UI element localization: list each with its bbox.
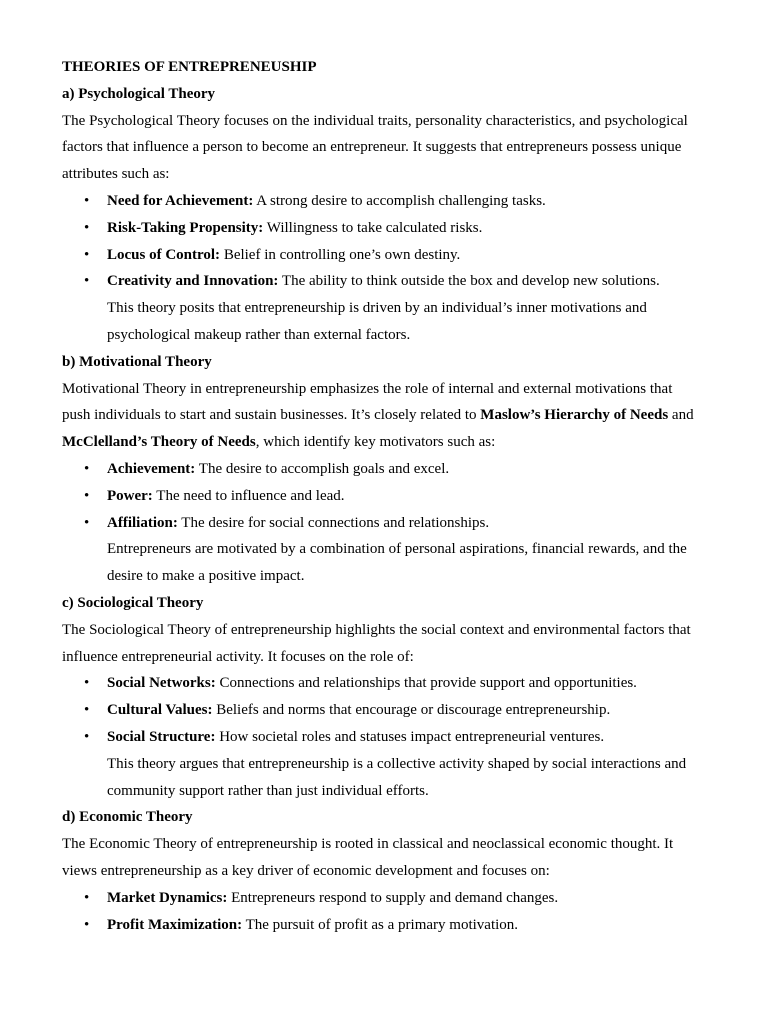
list-item: • Social Structure: How societal roles and statuses impact entrepreneurial ventures. — [62, 724, 706, 751]
list-item: • Creativity and Innovation: The ability to think outside the box and develop new solutions. — [62, 268, 706, 295]
paragraph-line: attributes such as: — [62, 166, 170, 183]
list-item: • Market Dynamics: Entrepreneurs respond to supply and demand changes. — [62, 885, 706, 912]
paragraph-line: McClelland’s Theory of Needs, which identify key motivators such as: — [62, 434, 496, 451]
bullet-icon: • — [84, 916, 90, 933]
bullet-icon: • — [84, 273, 90, 290]
bullet-icon: • — [84, 514, 90, 531]
bullet-icon: • — [84, 728, 90, 745]
paragraph-line: psychological makeup rather than external factors. — [107, 326, 411, 343]
list-item: • Locus of Control: Belief in controlling one’s own destiny. — [62, 242, 706, 269]
document-title: THEORIES OF ENTREPRENEUSHIP — [62, 59, 317, 75]
section-heading-economic: d) Economic Theory — [62, 809, 193, 826]
bullet-icon: • — [84, 192, 90, 209]
list-item: • Power: The need to influence and lead. — [62, 483, 706, 510]
paragraph-line: push individuals to start and sustain businesses. It’s closely related to Maslow’s Hierarchy of Needs and — [62, 407, 694, 424]
paragraph-line: The Sociological Theory of entrepreneurship highlights the social context and environmental factors that — [62, 621, 691, 638]
paragraph-line: factors that influence a person to become an entrepreneur. It suggests that entrepreneurs possess unique — [62, 139, 682, 156]
bullet-list — [62, 456, 706, 536]
bullet-icon: • — [84, 460, 90, 477]
list-item: • Need for Achievement: A strong desire to accomplish challenging tasks. — [62, 188, 706, 215]
section-heading-sociological: c) Sociological Theory — [62, 594, 204, 611]
paragraph-line: views entrepreneurship as a key driver of economic development and focuses on: — [62, 862, 550, 879]
list-item: • Risk-Taking Propensity: Willingness to take calculated risks. — [62, 215, 706, 242]
bullet-icon: • — [84, 219, 90, 236]
bullet-list — [62, 670, 706, 750]
section-heading-motivational: b) Motivational Theory — [62, 353, 212, 370]
paragraph-line: The Economic Theory of entrepreneurship is rooted in classical and neoclassical economic thought. It — [62, 836, 674, 853]
bullet-icon: • — [84, 487, 90, 504]
paragraph-line: Motivational Theory in entrepreneurship emphasizes the role of internal and external motivations that — [62, 380, 673, 397]
section-heading-psychological: a) Psychological Theory — [62, 85, 216, 102]
list-item: • Profit Maximization: The pursuit of profit as a primary motivation. — [62, 912, 706, 939]
bullet-icon: • — [84, 889, 90, 906]
bullet-list — [62, 885, 706, 939]
list-item: • Achievement: The desire to accomplish goals and excel. — [62, 456, 706, 483]
bullet-icon: • — [84, 675, 90, 692]
bullet-icon: • — [84, 246, 90, 263]
paragraph-line: community support rather than just individual efforts. — [107, 782, 429, 799]
paragraph-line: influence entrepreneurial activity. It focuses on the role of: — [62, 648, 414, 665]
paragraph-line: This theory argues that entrepreneurship is a collective activity shaped by social interactions and — [107, 755, 687, 772]
paragraph-line: This theory posits that entrepreneurship is driven by an individual’s inner motivations and — [107, 300, 647, 317]
list-item: • Social Networks: Connections and relationships that provide support and opportunities. — [62, 670, 706, 697]
list-item: • Affiliation: The desire for social connections and relationships. — [62, 510, 706, 537]
list-item: • Cultural Values: Beliefs and norms that encourage or discourage entrepreneurship. — [62, 697, 706, 724]
paragraph-line: Entrepreneurs are motivated by a combination of personal aspirations, financial rewards, and the — [107, 541, 687, 558]
bullet-list — [62, 188, 706, 295]
paragraph-line: desire to make a positive impact. — [107, 568, 305, 585]
bullet-icon: • — [84, 702, 90, 719]
paragraph-line: The Psychological Theory focuses on the individual traits, personality characteristics, and psychological — [62, 112, 688, 129]
